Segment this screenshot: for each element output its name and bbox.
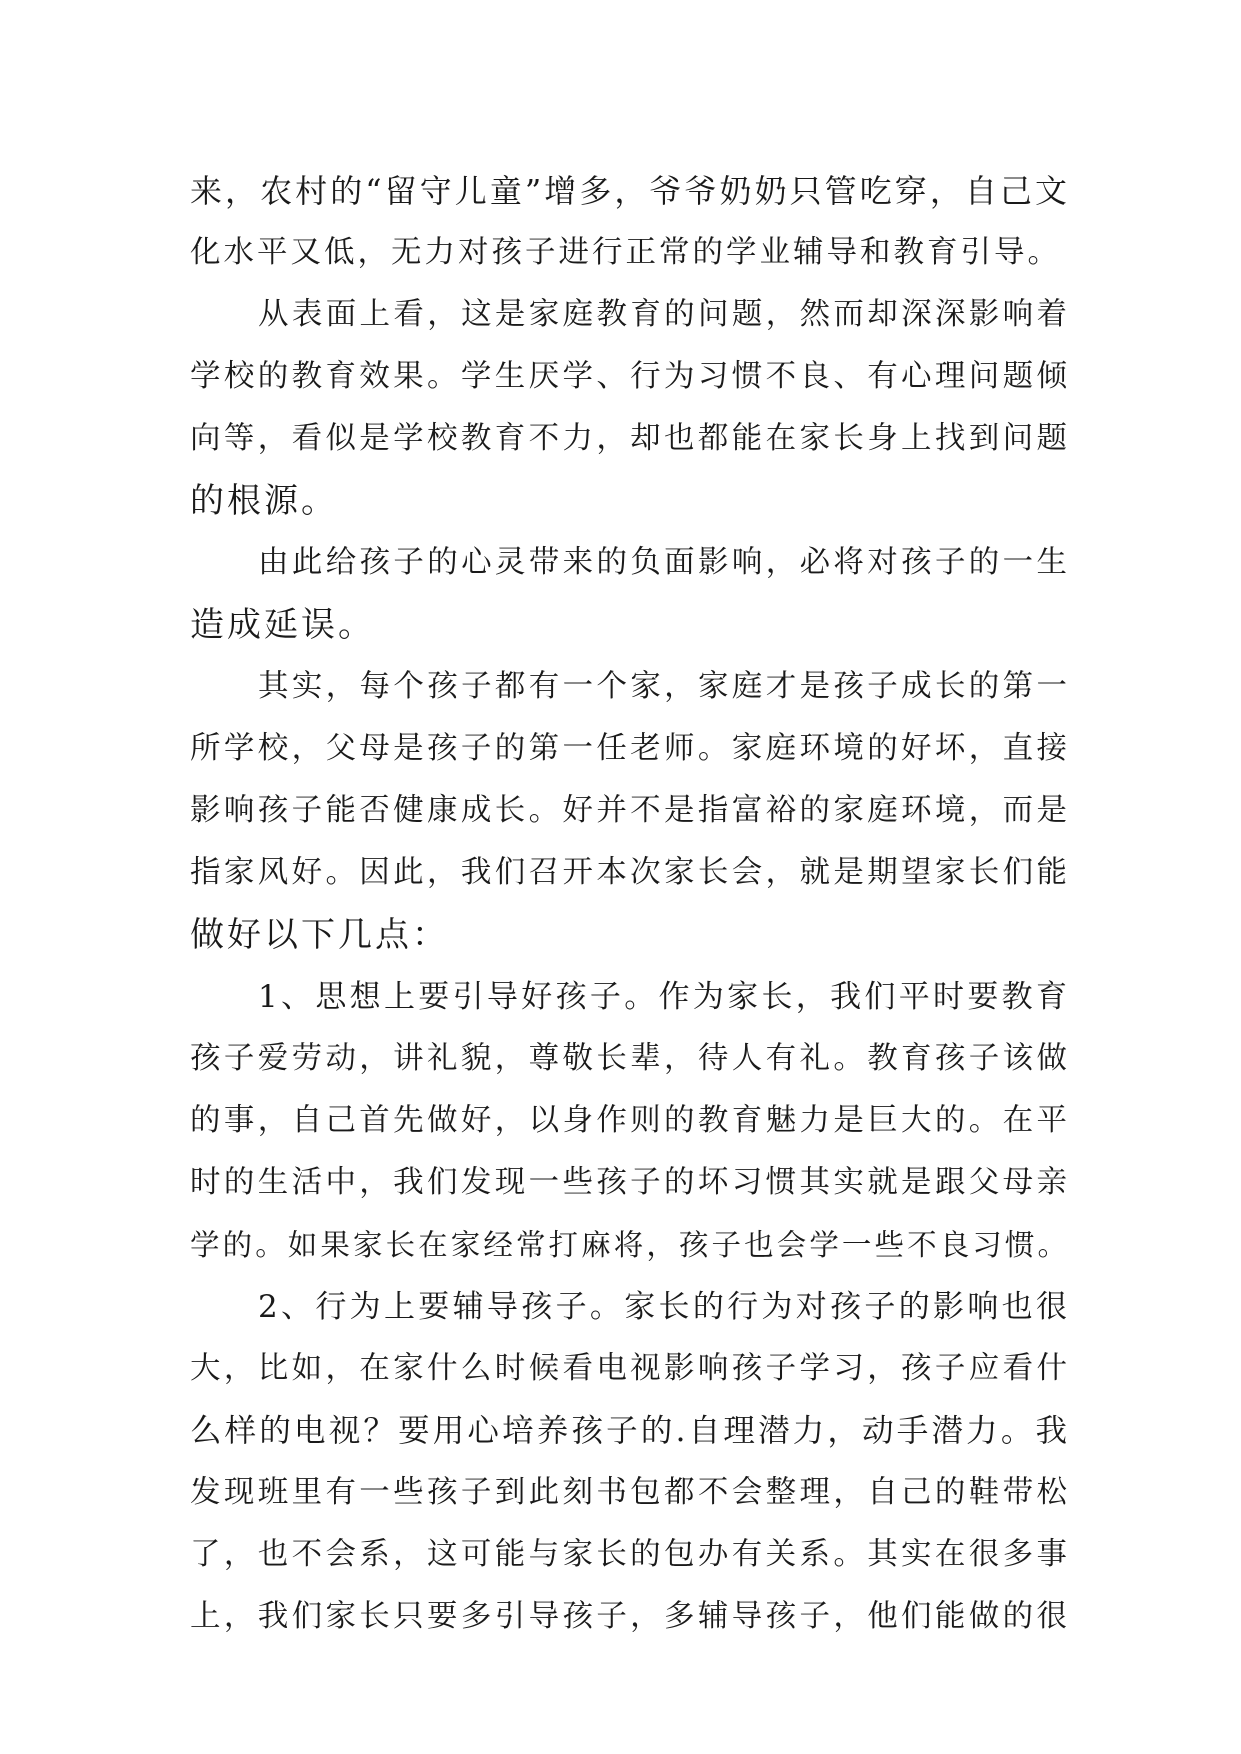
paragraph-1-line-1: 来，农村的“留守儿童”增多，爷爷奶奶只管吃穿，自己文: [190, 172, 1070, 210]
paragraph-4-line-2: 所学校，父母是孩子的第一任老师。家庭环境的好坏，直接: [190, 731, 1070, 766]
paragraph-2-line-1: 从表面上看，这是家庭教育的问题，然而却深深影响着: [258, 297, 1070, 332]
paragraph-2-line-4: 的根源。: [190, 481, 338, 521]
paragraph-6-line-4: 发现班里有一些孩子到此刻书包都不会整理，自己的鞋带松: [190, 1475, 1070, 1510]
paragraph-5-line-2: 孩子爱劳动，讲礼貌，尊敬长辈，待人有礼。教育孩子该做: [190, 1041, 1070, 1076]
paragraph-4-line-3: 影响孩子能否健康成长。好并不是指富裕的家庭环境，而是: [190, 793, 1070, 828]
paragraph-5-line-3: 的事，自己首先做好，以身作则的教育魅力是巨大的。在平: [190, 1103, 1070, 1138]
paragraph-6-line-2: 大，比如，在家什么时候看电视影响孩子学习，孩子应看什: [190, 1351, 1070, 1386]
paragraph-2-line-3: 向等，看似是学校教育不力，却也都能在家长身上找到问题: [190, 421, 1070, 456]
paragraph-5-line-1: 1、思想上要引导好孩子。作为家长，我们平时要教育: [258, 979, 1070, 1015]
paragraph-5-line-5: 学的。如果家长在家经常打麻将，孩子也会学一些不良习惯。: [190, 1228, 1070, 1262]
paragraph-3-line-2: 造成延误。: [190, 605, 375, 645]
paragraph-2-line-2: 学校的教育效果。学生厌学、行为习惯不良、有心理问题倾: [190, 359, 1070, 394]
paragraph-5-line-4: 时的生活中，我们发现一些孩子的坏习惯其实就是跟父母亲: [190, 1165, 1070, 1200]
paragraph-6-line-5: 了，也不会系，这可能与家长的包办有关系。其实在很多事: [190, 1537, 1070, 1572]
paragraph-6-line-6: 上，我们家长只要多引导孩子，多辅导孩子，他们能做的很: [190, 1599, 1070, 1634]
paragraph-1-line-2: 化水平又低，无力对孩子进行正常的学业辅导和教育引导。: [190, 235, 1061, 270]
paragraph-6-line-3: 么样的电视？要用心培养孩子的.自理潜力，动手潜力。我: [190, 1413, 1070, 1449]
paragraph-4-line-1: 其实，每个孩子都有一个家，家庭才是孩子成长的第一: [258, 669, 1070, 704]
paragraph-3-line-1: 由此给孩子的心灵带来的负面影响，必将对孩子的一生: [258, 545, 1070, 580]
document-body: [190, 160, 1070, 1648]
paragraph-4-line-4: 指家风好。因此，我们召开本次家长会，就是期望家长们能: [190, 855, 1070, 890]
paragraph-6-line-1: 2、行为上要辅导孩子。家长的行为对孩子的影响也很: [258, 1289, 1070, 1325]
paragraph-4-line-5: 做好以下几点：: [190, 915, 449, 955]
